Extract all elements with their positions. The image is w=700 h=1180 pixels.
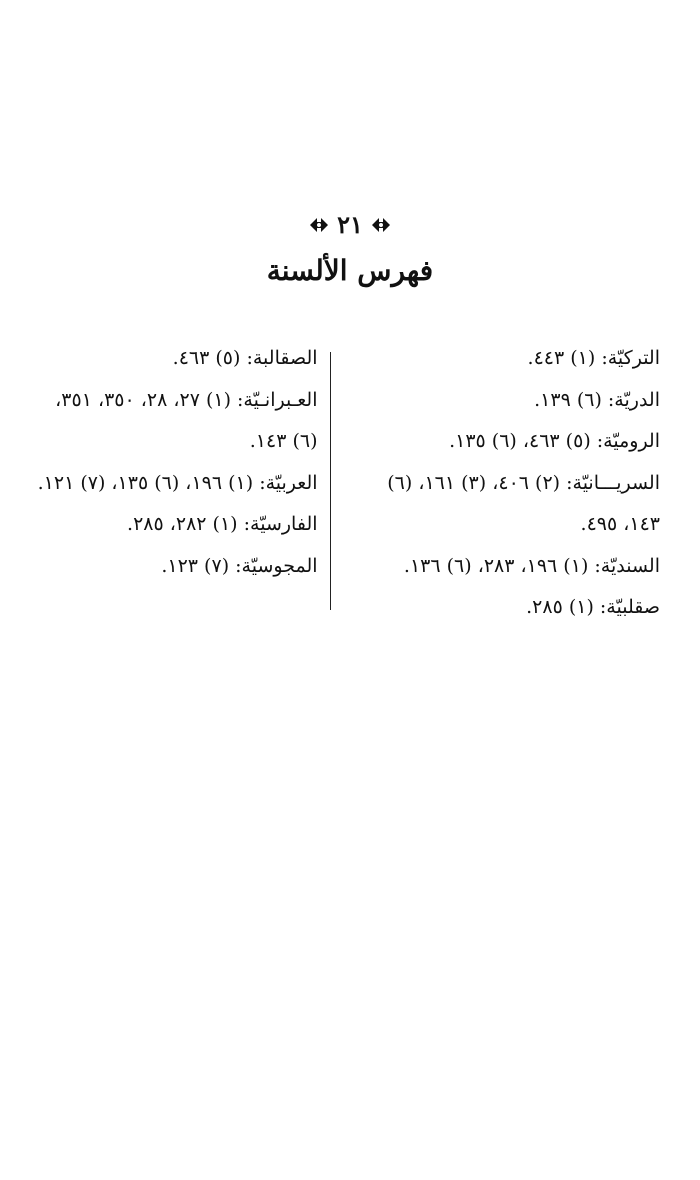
index-entry <box>28 463 318 505</box>
entry-refs: (١) ١٩٦، (٦) ١٣٥، (٧) ١٢١. <box>37 471 260 494</box>
entry-term: السنديّة: <box>594 554 660 577</box>
entry-refs: (٦) ١٤٣. <box>249 430 318 452</box>
chapter-title: فهرس الألسنة <box>266 254 434 287</box>
entry-term: السريـــانيّة: <box>566 471 660 494</box>
index-entry <box>343 380 660 422</box>
entry-refs: (٧) ١٢٣. <box>161 554 236 577</box>
chapter-heading <box>0 205 700 291</box>
entry-refs: ١٤٣، ٤٩٥. <box>580 513 660 535</box>
index-entry <box>343 421 660 463</box>
column-divider <box>330 352 331 610</box>
index-entry <box>28 504 318 546</box>
entry-term: الصقالبة: <box>246 347 318 369</box>
chapter-number: ٢١ <box>337 210 363 239</box>
entry-term: الروميّة: <box>596 430 660 452</box>
entry-term: المجوسيّة: <box>235 554 318 577</box>
entry-refs: (٥) ٤٦٣. <box>172 347 247 369</box>
entry-term: التركيّة: <box>601 347 660 369</box>
index-column-right <box>331 338 660 629</box>
index-entry <box>343 338 660 380</box>
index-entry <box>28 546 318 588</box>
entry-refs: (١) ١٩٦، ٢٨٣، (٦) ١٣٦. <box>403 554 595 577</box>
entry-term: الدريّة: <box>607 388 660 411</box>
index-entry-continuation <box>343 504 660 546</box>
entry-refs: (١) ٢٨٢، ٢٨٥. <box>127 513 244 535</box>
languages-index <box>28 338 660 629</box>
index-entry <box>28 338 318 380</box>
index-entry <box>28 380 318 422</box>
index-entry <box>343 546 660 588</box>
entry-term: صقلبيّة: <box>599 596 660 618</box>
entry-refs: (٦) ١٣٩. <box>534 388 608 411</box>
entry-term: العـبرانـيّة: <box>237 388 318 411</box>
ornament-icon <box>369 213 393 237</box>
entry-term: الفارسيّة: <box>243 513 318 535</box>
entry-refs: (١) ٢٧، ٢٨، ٣٥٠، ٣٥١، <box>55 388 238 411</box>
index-entry-continuation <box>28 421 318 463</box>
entry-refs: (١) ٤٤٣. <box>527 347 602 369</box>
entry-refs: (١) ٢٨٥. <box>526 596 600 618</box>
entry-refs: (٢) ٤٠٦، (٣) ١٦١، (٦) <box>387 471 567 494</box>
entry-term: العربيّة: <box>259 471 318 494</box>
entry-refs: (٥) ٤٦٣، (٦) ١٣٥. <box>449 430 597 452</box>
ornament-icon <box>307 213 331 237</box>
index-entry <box>343 587 660 629</box>
chapter-number-line <box>307 205 393 245</box>
index-column-left <box>28 338 330 629</box>
index-entry <box>343 463 660 505</box>
